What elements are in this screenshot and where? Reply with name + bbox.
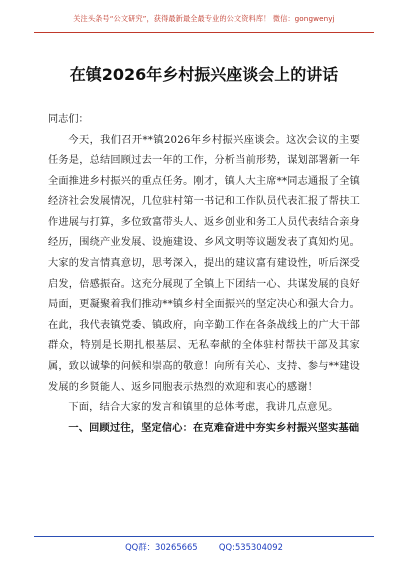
document-body — [48, 110, 360, 439]
header-promo-note: 关注头条号“公文研究”，获得最新最全最专业的公文资料库！ 微信：gongwenyj — [73, 14, 335, 23]
footer-contact-info: QQ群：30265665 QQ:535304092 — [125, 542, 283, 552]
section-heading-1: 一、回顾过往，坚定信心：在克难奋进中夯实乡村振兴坚实基础 — [68, 422, 360, 434]
header-divider — [34, 32, 374, 33]
salutation: 同志们： — [48, 114, 89, 125]
document-title: 在镇2026年乡村振兴座谈会上的讲话 — [69, 65, 339, 84]
footer-divider — [34, 536, 374, 537]
body-paragraph-transition: 下面，结合大家的发言和镇里的总体考虑，我讲几点意见。 — [68, 402, 339, 414]
body-paragraph-opening: 今天，我们召开**镇2026年乡村振兴座谈会。这次会议的主要任务是，总结回顾过去一年的工作，分析当前形势，谋划部署新一年全面推进乡村振兴的重点任务。刚才，镇人大主席**同志通报了全镇经济社会发展情况，几位驻村第一书记和工作队员代表汇报了帮扶工作进展与打算，多位致富带头人、返乡创业和务工人员代表结合亲身经历，围绕产业发展、设施建设、乡风文明等议题发表了真知灼见。大家的发言情真意切，思考深入，提出的建议富有建设性，听后深受启发，倍感振奋。这充分展现了全镇上下团结一心、共谋发展的良好局面，更凝聚着我们推动**镇乡村全面振兴的坚定决心和强大合力。在此，我代表镇党委、镇政府，向辛勤工作在各条战线上的广大干部群众，特别是长期扎根基层、无私奉献的全体驻村帮扶干部及其家属，致以诚挚的问候和崇高的敬意！向所有关心、支持、参与**建设发展的乡贤能人、返乡同胞表示热烈的欢迎和衷心的感谢！ — [48, 134, 360, 393]
